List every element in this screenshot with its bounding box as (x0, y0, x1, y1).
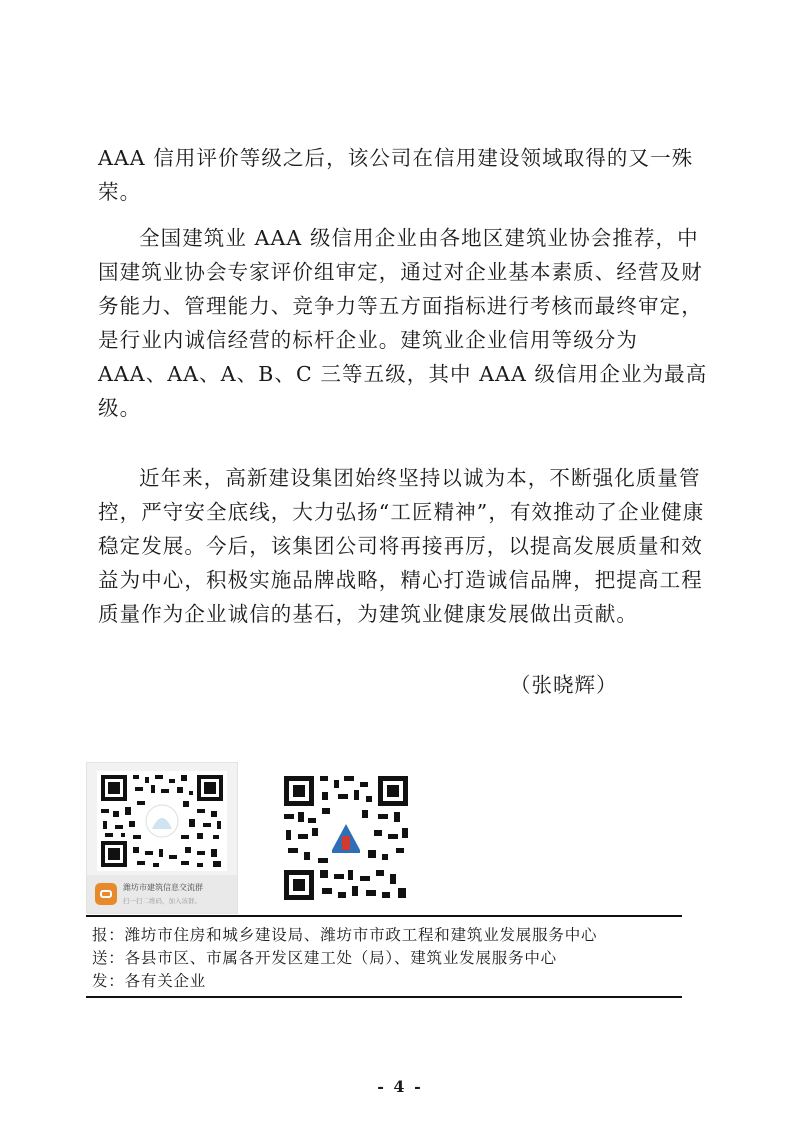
paragraph-3-line: 益为中心，积极实施品牌战略，精心打造诚信品牌，把提高工程 (98, 568, 703, 592)
distribution-report-to: 报：潍坊市住房和城乡建设局、潍坊市市政工程和建筑业发展服务中心 (92, 926, 598, 944)
distribution-send-to: 送：各县市区、市属各开发区建工处（局）、建筑业发展服务中心 (92, 949, 557, 967)
chat-group-icon (95, 883, 117, 905)
paragraph-1 (98, 141, 698, 209)
paragraph-2-line: 级。 (98, 396, 142, 420)
qr-code-icon (97, 771, 227, 871)
paragraph-3-line: 控，严守安全底线，大力弘扬“工匠精神”，有效推动了企业健康 (98, 500, 705, 524)
paragraph-1-line: AAA 信用评价等级之后，该公司在信用建设领域取得的又一殊 (98, 146, 694, 170)
paragraph-2-line: 是行业内诚信经营的标杆企业。建筑业企业信用等级分为 (98, 328, 638, 352)
paragraph-2-line: 国建筑业协会专家评价组审定，通过对企业基本素质、经营及财 (98, 260, 703, 284)
distribution-issue-to: 发：各有关企业 (92, 972, 207, 990)
distribution-bottom-rule (86, 996, 682, 998)
qr-card-footer (87, 875, 237, 913)
distribution-top-rule (86, 915, 682, 917)
wechat-group-hint: 扫一扫二维码，加入该群。 (123, 897, 201, 905)
official-account-qr-code-icon (282, 774, 410, 902)
wechat-group-name: 潍坊市建筑信息交流群 (123, 883, 203, 892)
paragraph-2-line: 全国建筑业 AAA 级信用企业由各地区建筑业协会推荐，中 (139, 226, 699, 250)
wechat-group-qr-card (86, 762, 238, 914)
author-byline: （张晓辉） (510, 673, 618, 697)
paragraph-3-line: 质量作为企业诚信的基石，为建筑业健康发展做出贡献。 (98, 602, 638, 626)
paragraph-3-line: 近年来，高新建设集团始终坚持以诚为本，不断强化质量管 (139, 466, 701, 490)
paragraph-2-line: AAA、AA、A、B、C 三等五级，其中 AAA 级信用企业为最高 (98, 362, 708, 386)
paragraph-2 (98, 221, 708, 425)
paragraph-3 (98, 461, 705, 631)
paragraph-2-line: 务能力、管理能力、竞争力等五方面指标进行考核而最终审定， (98, 294, 703, 318)
page-number: - 4 - (377, 1077, 423, 1096)
paragraph-3-line: 稳定发展。今后，该集团公司将再接再厉，以提高发展质量和效 (98, 534, 703, 558)
paragraph-1-line: 荣。 (98, 180, 142, 204)
